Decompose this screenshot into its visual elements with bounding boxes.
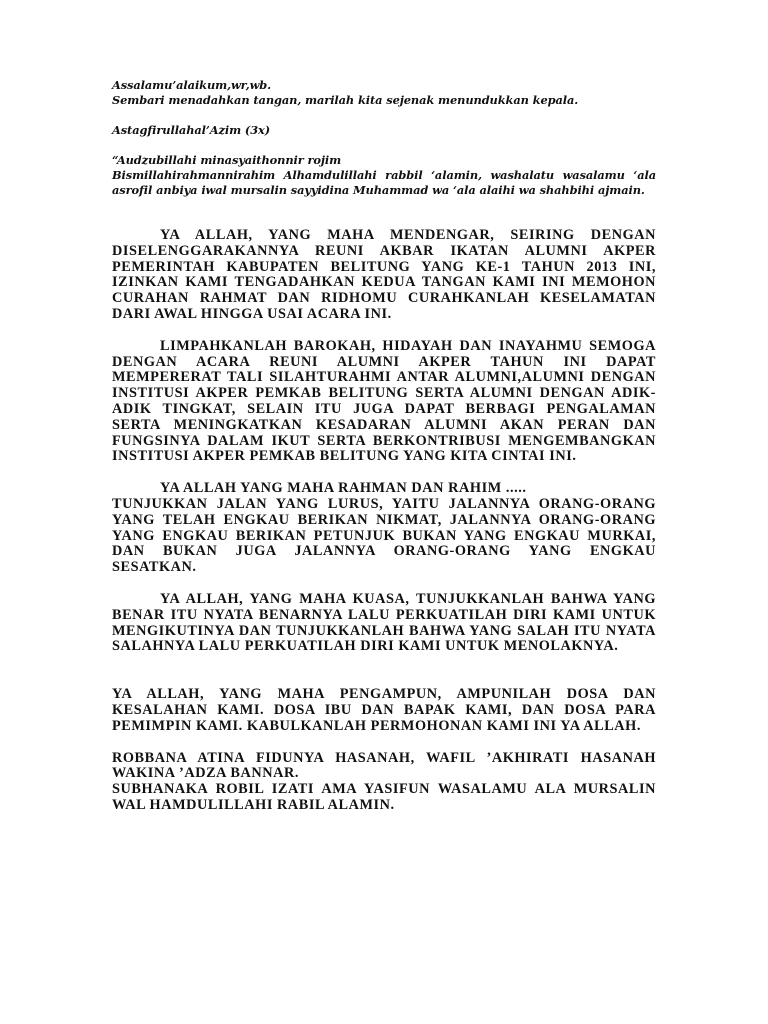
closing-doa-subhanaka: SUBHANAKA ROBIL IZATI AMA YASIFUN WASALAMU ALA MURSALIN WAL HAMDULILLAHI RABIL ALAMIN. bbox=[112, 781, 656, 813]
salam-greeting: Assalamu’alaikum,wr,wb. bbox=[112, 78, 272, 92]
spacer bbox=[112, 138, 656, 153]
prayer-body bbox=[112, 228, 656, 814]
closing-doa-robbana: ROBBANA ATINA FIDUNYA HASANAH, WAFIL ’AKHIRATI HASANAH WAKINA ’ADZA BANNAR. bbox=[112, 749, 656, 782]
document-page bbox=[112, 78, 656, 814]
istighfar-line: Astagfirullahal’Azim (3x) bbox=[112, 123, 271, 137]
basmalah-line: Bismillahirahmannirahim Alhamdulillahi rabbil ‘alamin, washalatu wasalamu ‘ala asrofil anbiya iwal mursalin sayyidina Muhammad wa ‘ala alaihi wa shahbihi ajmain. bbox=[112, 168, 656, 197]
prayer-paragraph-1: YA ALLAH, YANG MAHA MENDENGAR, SEIRING DENGAN DISELENGGARAKANNYA REUNI AKBAR IKATAN ALUMNI AKPER PEMERINTAH KABUPATEN BELITUNG YANG KE-1 TAHUN 2013 INI, IZINKAN KAMI TENGADAHKAN KEDUA TANGAN KAMI INI MEMOHON CURAHAN RAHMAT DAN RIDHOMU CURAHKANLAH KESELAMATAN DARI AWAL HINGGA USAI ACARA INI. bbox=[112, 227, 656, 322]
prayer-paragraph-3-heading: YA ALLAH YANG MAHA RAHMAN DAN RAHIM ..... bbox=[160, 480, 527, 497]
spacer bbox=[112, 108, 656, 123]
opening-greeting-section bbox=[112, 78, 656, 198]
prayer-paragraph-2: LIMPAHKANLAH BAROKAH, HIDAYAH DAN INAYAHMU SEMOGA DENGAN ACARA REUNI ALUMNI AKPER TAHUN INI DAPAT MEMPERERAT TALI SILAHTURAHMI ANTAR ALUMNI,ALUMNI DENGAN INSTITUSI AKPER PEMKAB BELITUNG SERTA ALUMNI DENGAN ADIK-ADIK TINGKAT, SELAIN ITU JUGA DAPAT BERBAGI PENGALAMAN SERTA MENINGKATKAN KESADARAN ALUMNI AKAN PERAN DAN FUNGSINYA DALAM IKUT SERTA BERKONTRIBUSI MENGEMBANGKAN INSTITUSI AKPER PEMKAB BELITUNG YANG KITA CINTAI INI. bbox=[112, 337, 656, 465]
invitation-line: Sembari menadahkan tangan, marilah kita sejenak menundukkan kepala. bbox=[112, 93, 579, 107]
prayer-paragraph-3: TUNJUKKAN JALAN YANG LURUS, YAITU JALANNYA ORANG-ORANG YANG TELAH ENGKAU BERIKAN NIKMAT, JALANNYA ORANG-ORANG YANG ENGKAU BERIKAN PETUNJUK BUKAN YANG ENGKAU MURKAI, DAN BUKAN JUGA JALANNYA ORANG-ORANG YANG ENGKAU SESATKAN. bbox=[112, 495, 656, 576]
prayer-paragraph-4: YA ALLAH, YANG MAHA KUASA, TUNJUKKANLAH BAHWA YANG BENAR ITU NYATA BENARNYA LALU PERKUATILAH DIRI KAMI UNTUK MENGIKUTINYA DAN TUNJUKKANLAH BAHWA YANG SALAH ITU NYATA SALAHNYA LALU PERKUATILAH DIRI KAMI UNTUK MENOLAKNYA. bbox=[112, 590, 656, 655]
taawudz-line: “Audzubillahi minasyaithonnir rojim bbox=[112, 153, 342, 167]
prayer-paragraph-5: YA ALLAH, YANG MAHA PENGAMPUN, AMPUNILAH DOSA DAN KESALAHAN KAMI. DOSA IBU DAN BAPAK KAMI, DAN DOSA PARA PEMIMPIN KAMI. KABULKANLAH PERMOHONAN KAMI INI YA ALLAH. bbox=[112, 686, 656, 734]
